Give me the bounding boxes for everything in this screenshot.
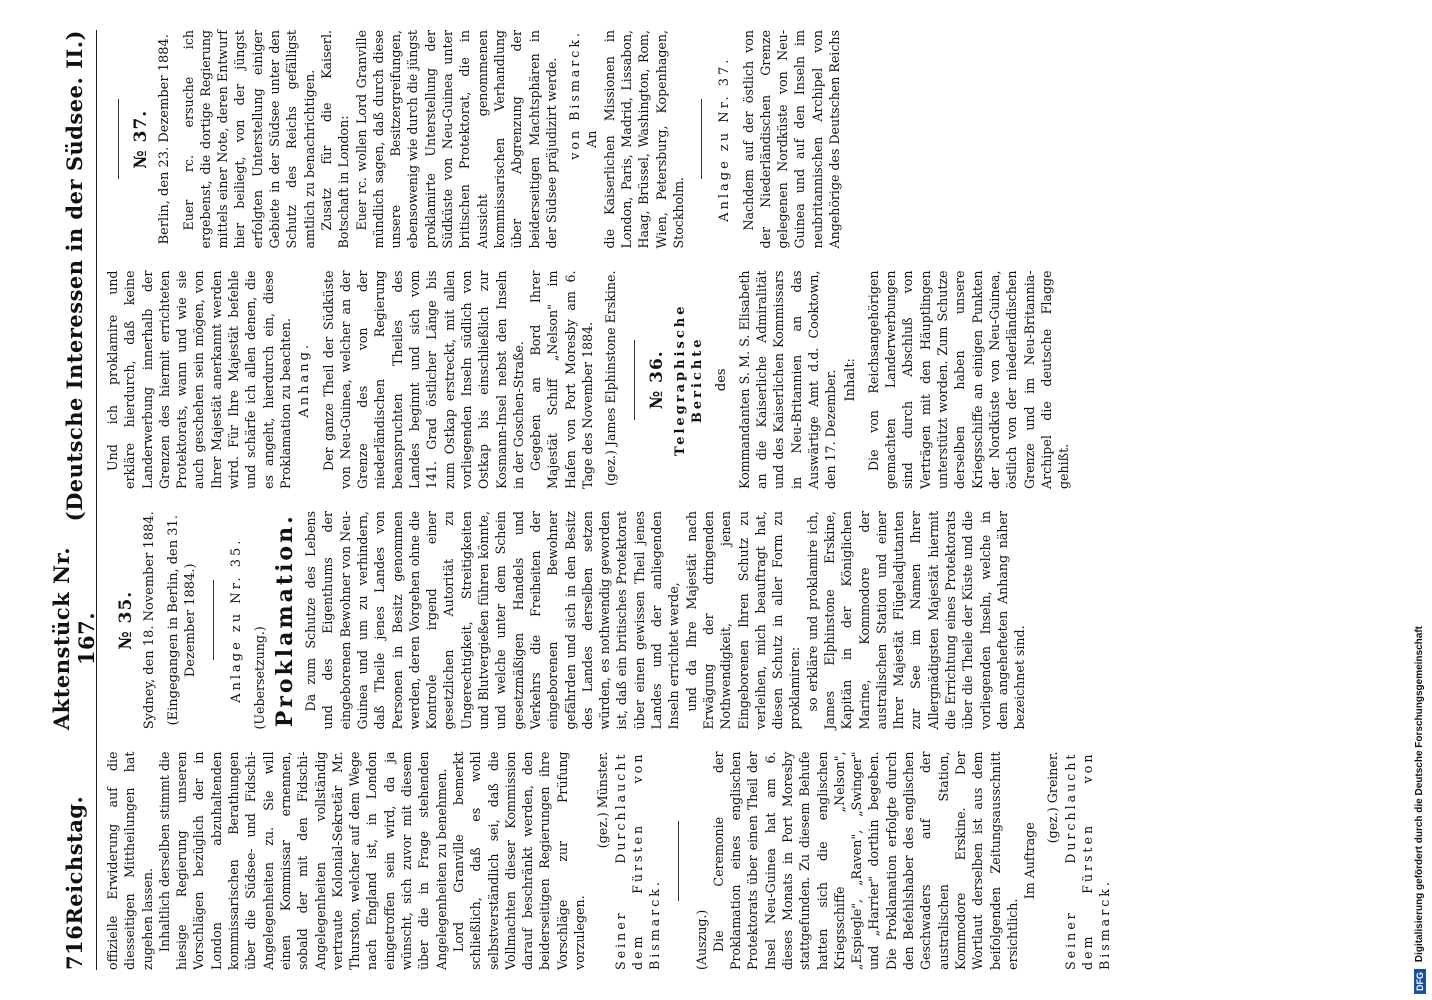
document-number: № 36. <box>646 350 667 410</box>
annex-heading: Anlage zu Nr. 35. <box>229 537 245 703</box>
paragraph: Euer rc. ersuche ich ergebenst, die dortige Regierung mittels einer Note, deren Entwurf hier beiliegt, von der jüngst erfolgten Unterstellung einiger Gebiete in der Südsee unter den Schutz des Reichs gefälligst amtlich zu benachrichtigen. <box>180 30 317 249</box>
paragraph: Der ganze Theil der Südküste von Neu-Guinea, welcher an der Grenze des von der niederländischen Regierung beanspruchten Theiles des Landes beginnt und sich vom 141. Grad östlicher Länge bis zum Ostkap erstreckt, mit allen vorliegenden Inseln südlich von Ostkap bis einschließlich zur Kosmann-Insel nebst den Inseln in der Goschen-Straße. <box>320 270 526 489</box>
text-columns <box>104 30 1390 970</box>
im-auftrage: Im Auftrage <box>1022 822 1038 900</box>
column-4 <box>104 30 1390 249</box>
annex-title: Anhang. <box>297 341 313 418</box>
paragraph: Und ich proklamire und erkläre hierdurch, daß keine Landerwerbung innerhalb der Grenzen des hiermit errichteten Protektorats, wann und wie sie auch geschehen sein mögen, von Ihrer Majestät anerkannt werden wird. Für Ihre Majestät befehle und schärfe ich allen denen, die es angeht, hierdurch ein, diese Proklamation zu beachten. <box>105 270 293 489</box>
translation-label: (Uebersetzung.) <box>252 626 268 730</box>
an-label: An <box>584 130 600 148</box>
proclamation-title: Proklamation. <box>271 513 298 728</box>
divider <box>213 580 214 660</box>
divider <box>678 821 679 901</box>
page-number: 716 <box>61 924 87 970</box>
paragraph: Die von Reichsangehörigen gemachten Landerwerbungen sind durch Abschluß von Verträgen mit den Häuptlingen unterstützt worden. Zum Schutze derselben haben unsere Kriegsschiffe an einigen Punkten der Nordküste von Neu-Guinea, östlich von der niederländischen Grenze und im Neu-Britannia-Archipel die deutsche Flagge gehißt. <box>865 270 1072 489</box>
paragraph: so erkläre und proklamire ich, James Elphinstone Erskine, Kapitän in der Königlichen Marine, Kommodore der australischen Station und einer Ihrer Majestät Flügeladjutanten zur See im Namen Ihrer Allergnädigsten Majestät hiermit die Errichtung eines Protektorats über die Theile der Küste und die vorliegenden Inseln, welche in dem angehefteten Anhang näher bezeichnet sind. <box>804 511 1028 730</box>
signature: (gez.) James Elphinstone Erskine. <box>603 270 619 487</box>
divider <box>701 99 702 179</box>
paragraph: und da Ihre Majestät nach Erwägung der dringenden Nothwendigkeit, jenen Eingeborenen Ihren Schutz zu verleihen, mich beauftragt hat, diesen Schutz in aller Form zu proklamiren: <box>683 511 803 730</box>
annex-heading: Anlage zu Nr. 37. <box>717 56 733 222</box>
place-date: Berlin, den 23. Dezember 1884. <box>157 34 173 245</box>
content-label: Inhalt: <box>842 358 858 402</box>
side-strip <box>1402 0 1432 1000</box>
section-title: Telegraphische Berichte <box>672 303 706 456</box>
document-number: № 35. <box>116 590 136 650</box>
signature: von Bismarck. <box>567 30 583 160</box>
document-number: № 37. <box>131 109 151 169</box>
addressee: Seiner Durchlaucht dem Fürsten von Bismarck. <box>1062 751 1113 970</box>
header-left: Reichstag. <box>61 795 87 925</box>
divider <box>118 99 119 179</box>
paragraph: Nachdem auf der östlich von der Niederländischen Grenze gelegenen Nordküste von Neu-Guinea und auf den Inseln im neubritannischen Archipel von Angehörige des Deutschen Reichs <box>740 30 842 249</box>
addressee: Seiner Durchlaucht dem Fürsten von Bismarck. <box>612 751 663 970</box>
paragraph: Gegeben an Bord Ihrer Majestät Schiff „Nelson" im Hafen von Port Moresby am 6. Tage des November 1884. <box>528 270 596 489</box>
column-1 <box>104 752 1390 971</box>
dfg-logo: DFG <box>1414 969 1426 994</box>
column-2 <box>104 511 1390 730</box>
paragraph: Lord Granville bemerkt schließlich, daß es wohl selbstverständlich sei, daß die Vollmachten dieser Kommission darauf beschränkt werden, den beiderseitigen Regierungen ihre Vorschläge zur Prüfung vorzulegen. <box>450 751 588 970</box>
divider <box>634 340 635 420</box>
paragraph: Kommandanten S. M. S. Elisabeth an die Kaiserliche Admiralität und des Kaiserlichen Kommissars in Neu-Britannien an das Auswärtige Amt d.d. Cooktown, den 17. Dezember. <box>736 270 839 489</box>
recipients: die Kaiserlichen Missionen in London, Paris, Madrid, Lissabon, Haag, Brüssel, Washington, Rom, Wien, Petersburg, Kopenhagen, Stockholm. <box>601 30 686 249</box>
page-header <box>49 30 99 970</box>
signature: (gez.) Münster. <box>595 751 611 849</box>
paragraph: Euer rc. wollen Lord Granville mündlich sagen, daß durch diese unsere Besitzergreifungen, ebensowenig wie durch die jüngst proklamirte Unterstellung der Südküste von Neu-Guinea unter britischen Protektorat, die in Aussicht genommenen kommissarischen Verhandlung über Abgrenzung der beiderseitigen Machtsphären in der Südsee präjudizirt werde. <box>353 30 559 249</box>
des-label: des <box>713 368 729 392</box>
received-date: (Eingegangen in Berlin, den 31. Dezember 1884.) <box>165 515 198 726</box>
place-date: Sydney, den 18. November 1884. <box>142 511 158 730</box>
paragraph: offizielle Erwiderung auf die diesseitigen Mittheilungen hat zugehen lassen. <box>105 751 155 970</box>
header-center: Aktenstück Nr. 167. <box>49 546 99 731</box>
paragraph: Zusatz für die Kaiserl. Botschaft in London: <box>318 30 352 249</box>
dfg-credit-text: Digitalisierung gefördert durch die Deutsche Forschungsgemeinschaft <box>1414 626 1425 963</box>
header-right: (Deutsche Interessen in der Südsee. II.) <box>61 30 87 522</box>
excerpt-label: (Auszug.) <box>693 909 709 970</box>
paragraph: Die Ceremonie der Proklamation eines englischen Protektorats über einen Theil der Insel Neu-Guinea hat am 6. dieses Monats in Port Moresby stattgefunden. Zu diesem Behufe hatten sich die englischen Kriegsschiffe „Nelson", „Espiegle", „Raven", „Swinger" und „Harrier" dorthin begeben. Die Proklamation erfolgte durch den Befehlshaber des englischen Geschwaders auf der australischen Station, Kommodore Erskine. Der Wortlaut derselben ist aus dem beifolgenden Zeitungsausschnitt ersichtlich. <box>710 751 1020 970</box>
dfg-credit <box>1414 626 1426 994</box>
paragraph: Inhaltlich derselben stimmt die hiesige Regierung unseren Vorschlägen bezüglich der in London abzuhaltenden kommissarischen Berathungen über die Südsee- und Fidschi-Angelegenheiten zu. Sie will einen Kommissar ernennen, sobald der mit den Fidschi-Angelegenheiten vollständig vertraute Kolonial-Sekretär Mr. Thurston, welcher auf dem Wege nach England ist, in London eingetroffen sein wird, da ja wünscht, sich zuvor mit diesem über die in Frage stehenden Angelegenheiten zu benehmen. <box>156 751 449 970</box>
column-3 <box>104 271 1390 490</box>
paragraph: Da zum Schutze des Lebens und des Eigenthums der eingeborenen Bewohner von Neu-Guinea und um zu verhindern, daß Theile jenes Landes von Personen in Besitz genommen werden, deren Vorgehen ohne die Kontrole irgend einer gesetzlichen Autorität zu Ungerechtigkeit, Streitigkeiten und Blutvergießen führen könnte, und welche unter dem Schein gesetzmäßigen Handels und Verkehrs die Freiheiten der eingeborenen Bewohner gefährden und sich in den Besitz des Landes derselben setzen würden, es nothwendig geworden ist, daß ein britisches Protektorat über einen gewissen Theil jenes Landes und der anliegenden Inseln errichtet werde, <box>303 511 682 730</box>
signature: (gez.) Greiner. <box>1045 751 1061 844</box>
